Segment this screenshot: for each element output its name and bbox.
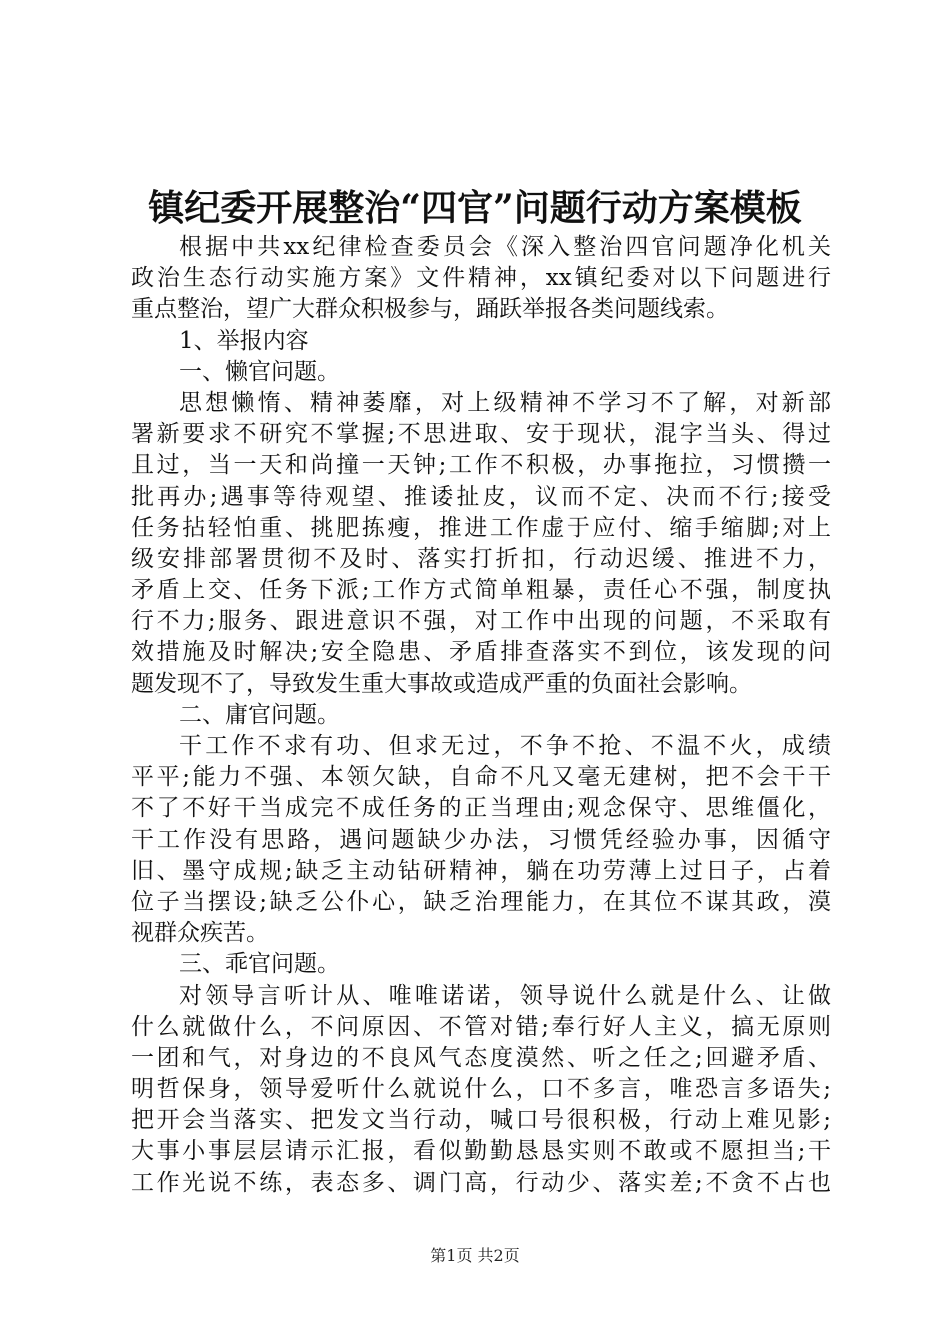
body-line: 署新要求不研究不掌握;不思进取、安于现状，混字当头、得过 — [131, 421, 831, 448]
body-line: 工作光说不练，表态多、调门高，行动少、落实差;不贪不占也 — [131, 1169, 831, 1196]
body-line: 什么就做什么，不问原因、不管对错;奉行好人主义，搞无原则 — [131, 1013, 831, 1040]
body-line: 平平;能力不强、本领欠缺，自命不凡又毫无建树，把不会干干 — [131, 764, 831, 791]
section-heading: 三、乖官问题。 — [179, 951, 340, 978]
body-line: 重点整治，望广大群众积极参与，踊跃举报各类问题线索。 — [131, 296, 729, 323]
body-line: 矛盾上交、任务下派;工作方式简单粗暴，责任心不强，制度执 — [131, 577, 831, 604]
body-line: 根据中共xx纪律检查委员会《深入整治四官问题净化机关 — [179, 234, 831, 260]
section-heading: 1、举报内容 — [179, 327, 309, 354]
body-line: 位子当摆设;缺乏公仆心，缺乏治理能力，在其位不谋其政，漠 — [131, 888, 831, 915]
body-line: 题发现不了，导致发生重大事故或造成严重的负面社会影响。 — [131, 670, 752, 697]
body-line: 思想懒惰、精神萎靡，对上级精神不学习不了解，对新部 — [179, 389, 831, 416]
body-line: 明哲保身，领导爱听什么就说什么，口不多言，唯恐言多语失; — [131, 1076, 831, 1103]
section-heading: 一、懒官问题。 — [179, 358, 340, 385]
body-line: 行不力;服务、跟进意识不强，对工作中出现的问题，不采取有 — [131, 608, 831, 635]
body-line: 任务拈轻怕重、挑肥拣瘦，推进工作虚于应付、缩手缩脚;对上 — [131, 514, 831, 541]
body-line: 一团和气，对身边的不良风气态度漠然、听之任之;回避矛盾、 — [131, 1044, 831, 1071]
body-line: 不了不好干当成完不成任务的正当理由;观念保守、思维僵化， — [131, 795, 831, 822]
body-line: 视群众疾苦。 — [131, 920, 269, 947]
body-line: 把开会当落实、把发文当行动，喊口号很积极，行动上难见影; — [131, 1107, 831, 1134]
body-line: 对领导言听计从、唯唯诺诺，领导说什么就是什么、让做 — [179, 982, 831, 1009]
body-line: 大事小事层层请示汇报，看似勤勤恳恳实则不敢或不愿担当;干 — [131, 1138, 831, 1165]
body-line: 效措施及时解决;安全隐患、矛盾排查落实不到位，该发现的问 — [131, 639, 831, 666]
body-line: 批再办;遇事等待观望、推诿扯皮，议而不定、决而不行;接受 — [131, 483, 831, 510]
section-heading: 二、庸官问题。 — [179, 701, 340, 728]
body-line: 且过，当一天和尚撞一天钟;工作不积极，办事拖拉，习惯攒一 — [131, 452, 831, 479]
body-line: 干工作不求有功、但求无过，不争不抢、不温不火，成绩 — [179, 733, 831, 759]
body-line: 级安排部署贯彻不及时、落实打折扣，行动迟缓、推进不力， — [131, 545, 831, 572]
page-footer: 第1页 共2页 — [430, 1246, 520, 1265]
body-line: 旧、墨守成规;缺乏主动钻研精神，躺在功劳薄上过日子，占着 — [131, 857, 831, 884]
body-line: 干工作没有思路，遇问题缺少办法，习惯凭经验办事，因循守 — [131, 826, 831, 853]
body-line: 政治生态行动实施方案》文件精神，xx镇纪委对以下问题进行 — [131, 265, 831, 292]
document-body — [131, 232, 831, 1199]
document-title: 镇纪委开展整治“四官”问题行动方案模板 — [148, 187, 802, 229]
